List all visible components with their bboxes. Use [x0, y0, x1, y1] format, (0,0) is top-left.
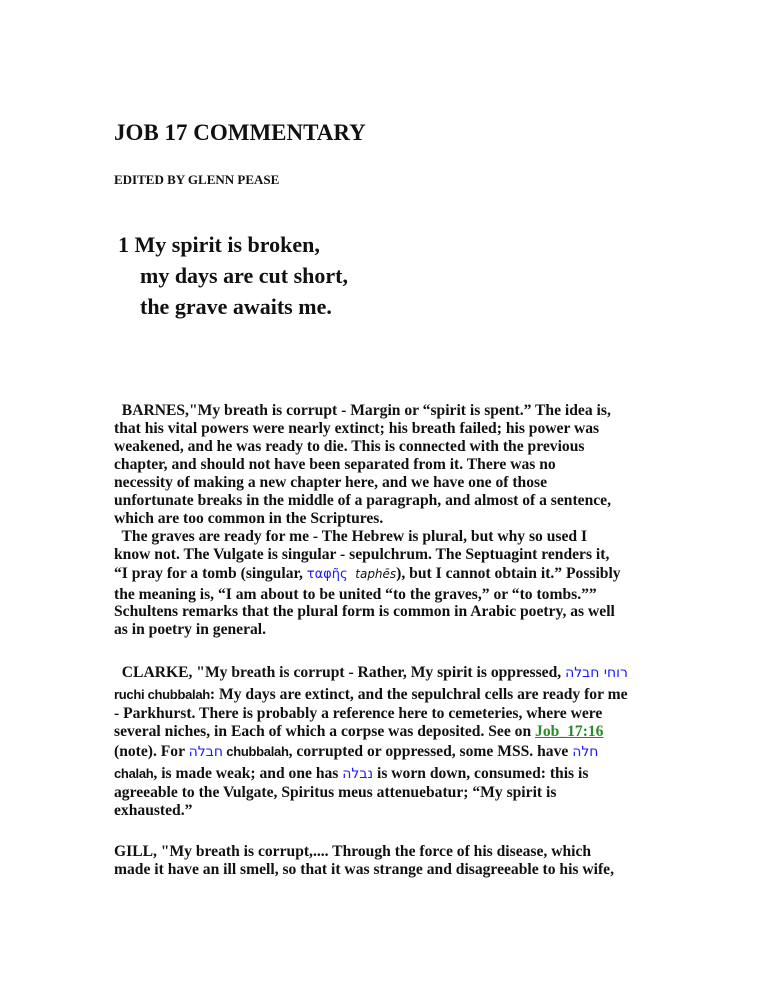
text-segment: CLARKE, "My breath is corrupt - Rather, My spirit is oppressed,: [114, 664, 566, 681]
text-segment: made it have an ill smell, so that it was strange and disagreeable to his wife,: [114, 861, 615, 878]
text-segment: as in poetry in general.: [114, 621, 267, 638]
text-line: [114, 402, 611, 420]
text-line: [114, 586, 597, 604]
text-line: [114, 510, 383, 528]
page-subtitle: EDITED BY GLENN PEASE: [114, 172, 280, 187]
text-segment: - Parkhurst. There is probably a reference here to cemeteries, where were: [114, 705, 603, 722]
text-line: [114, 546, 609, 564]
text-segment: chapter, and should not have been separated from it. There was no: [114, 456, 556, 473]
text-line: [114, 456, 556, 474]
text-line: [114, 664, 628, 682]
text-line: [114, 802, 192, 820]
text-segment: chubbalah: [222, 744, 289, 759]
text-segment: know not. The Vulgate is singular - sepulchrum. The Septuagint renders it,: [114, 546, 610, 563]
text-segment: is worn down, consumed: this is: [373, 765, 589, 782]
verse-line: 1 My spirit is broken,: [118, 232, 320, 257]
text-line: [114, 438, 584, 456]
text-segment: unfortunate breaks in the middle of a paragraph, and almost of a sentence,: [114, 492, 611, 509]
hebrew-text: נבלה: [342, 766, 374, 782]
text-segment: : My days are extinct, and the sepulchral cells are ready for me: [209, 686, 628, 703]
text-segment: the meaning is, “I am about to be united “to the graves,” or “to tombs.””: [114, 586, 597, 603]
text-segment: GILL, "My breath is corrupt,.... Through the force of his disease, which: [114, 843, 592, 860]
text-segment: ), but I cannot obtain it.” Possibly: [396, 565, 621, 582]
hebrew-text: רוחי חבלה: [565, 665, 628, 681]
text-line: [114, 492, 611, 510]
text-segment: , is made weak; and one has: [153, 765, 343, 782]
text-segment: , corrupted or oppressed, some MSS. have: [288, 743, 573, 760]
text-segment: ruchi chubbalah: [114, 687, 210, 702]
text-line: [114, 603, 615, 621]
text-segment: taphēs: [347, 567, 397, 581]
text-line: [114, 861, 614, 879]
text-line: [114, 621, 266, 639]
verse-line: my days are cut short,: [118, 263, 348, 288]
text-segment: exhausted.”: [114, 802, 193, 819]
text-line: [114, 743, 598, 761]
text-segment: that his vital powers were nearly extinct; his breath failed; his power was: [114, 420, 600, 437]
text-line: [114, 565, 621, 583]
page-title: JOB 17 COMMENTARY: [114, 120, 366, 145]
hebrew-text: חבלה: [188, 744, 223, 760]
text-line: [114, 705, 602, 723]
text-segment: (note). For: [114, 743, 189, 760]
greek-text: ταφῆς: [306, 567, 348, 582]
text-segment: which are too common in the Scriptures.: [114, 510, 384, 527]
text-segment: agreeable to the Vulgate, Spiritus meus attenuebatur; “My spirit is: [114, 784, 557, 801]
text-line: [114, 474, 547, 492]
text-line: [114, 528, 587, 546]
text-segment: The graves are ready for me - The Hebrew is plural, but why so used I: [114, 528, 588, 545]
text-line: [114, 686, 628, 704]
text-segment: several niches, in Each of which a corpse was deposited. See on: [114, 723, 536, 740]
text-line: [114, 420, 599, 438]
verse-line: the grave awaits me.: [118, 294, 332, 319]
text-segment: Schultens remarks that the plural form is common in Arabic poetry, as well: [114, 603, 615, 620]
text-segment: weakened, and he was ready to die. This is connected with the previous: [114, 438, 585, 455]
text-segment: necessity of making a new chapter here, and we have one of those: [114, 474, 547, 491]
text-line: [114, 784, 556, 802]
text-line: [114, 723, 603, 741]
text-line: [114, 843, 591, 861]
scripture-link[interactable]: Job_17:16: [535, 723, 604, 740]
text-line: [114, 765, 588, 783]
text-segment: chalah: [114, 766, 154, 781]
text-segment: “I pray for a tomb (singular,: [114, 565, 307, 582]
hebrew-text: חלה: [572, 744, 599, 760]
text-segment: BARNES,"My breath is corrupt - Margin or “spirit is spent.” The idea is,: [114, 402, 611, 419]
